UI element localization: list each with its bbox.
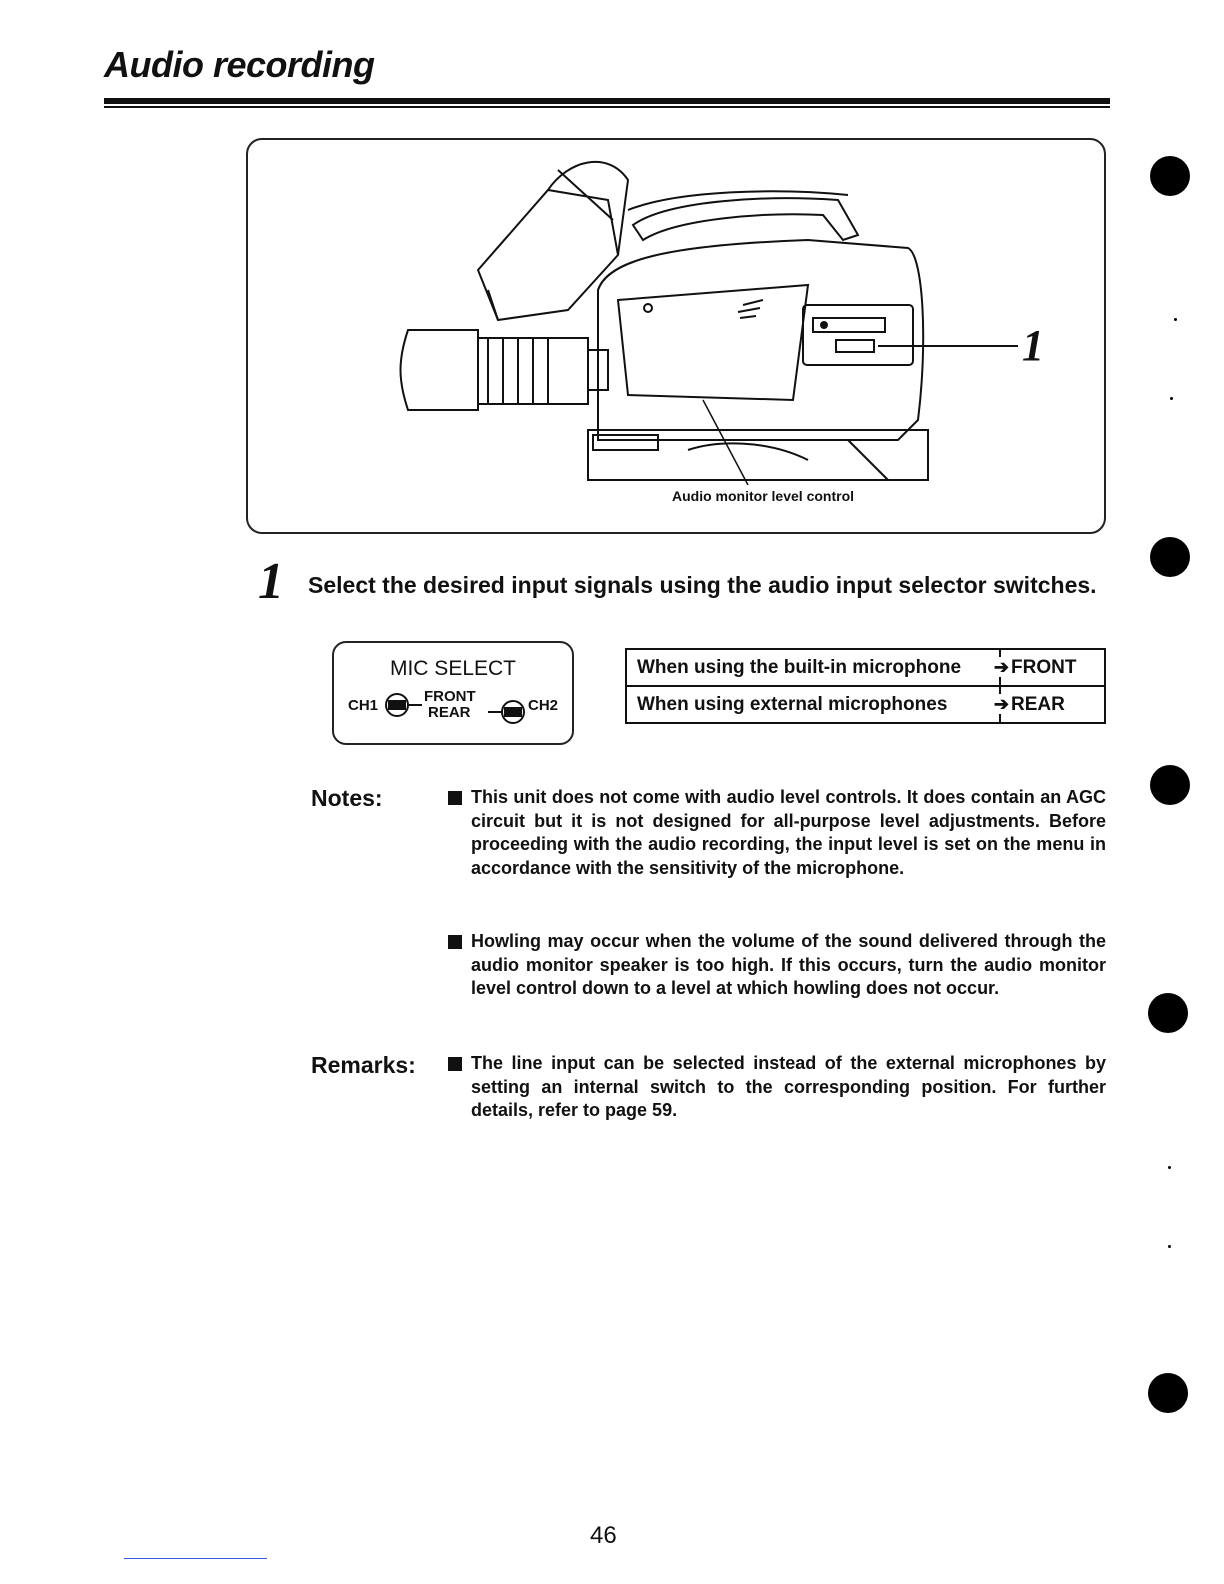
mic-ch2-label: CH2: [528, 697, 559, 714]
punch-hole-mark: [1150, 765, 1190, 805]
punch-hole-mark: [1148, 1373, 1188, 1413]
input-selection-table: [625, 648, 1106, 724]
punch-hole-mark: [1148, 993, 1188, 1033]
table-row: [626, 686, 1105, 723]
square-bullet-icon: [448, 935, 462, 949]
callout-number: 1: [1022, 321, 1044, 370]
punch-hole-mark: [1150, 537, 1190, 577]
step-number: 1: [258, 553, 284, 610]
arrow-right-icon: ➔: [993, 657, 1009, 677]
square-bullet-icon: [448, 791, 462, 805]
speck-mark: [1174, 318, 1177, 321]
table-cell-setting: REAR: [1000, 686, 1105, 723]
callout-label: Audio monitor level control: [672, 488, 855, 504]
page-title: Audio recording: [104, 44, 375, 85]
table-row: [626, 649, 1105, 686]
table-cell-condition: When using the built-in microphone ➔: [626, 649, 1000, 686]
table-cell-setting: FRONT: [1000, 649, 1105, 686]
mic-front-label: FRONT: [424, 688, 476, 705]
punch-hole-mark: [1150, 156, 1190, 196]
footer-line: [124, 1558, 267, 1559]
speck-mark: [1168, 1245, 1171, 1248]
title-rule: [104, 98, 1110, 104]
table-cell-condition: When using external microphones ➔: [626, 686, 1000, 723]
camera-illustration: [248, 140, 1104, 532]
speck-mark: [1168, 1166, 1171, 1169]
title-rule-thin: [104, 106, 1110, 108]
square-bullet-icon: [448, 1057, 462, 1071]
step-instruction: Select the desired input signals using the audio input selector switches.: [308, 572, 1097, 598]
speck-mark: [1170, 397, 1173, 400]
note-item: Howling may occur when the volume of the sound delivered through the audio monitor speaker is too high. If this occurs, turn the audio monitor level control down to a level at which howling does not occur.: [471, 931, 1106, 999]
notes-label: Notes:: [311, 785, 383, 811]
arrow-right-icon: ➔: [993, 694, 1009, 714]
page-number: 46: [590, 1522, 617, 1549]
mic-ch1-label: CH1: [348, 697, 379, 714]
mic-rear-label: REAR: [428, 704, 471, 721]
remark-item: The line input can be selected instead of the external microphones by setting an internal switch to the corresponding position. For further details, refer to page 59.: [471, 1053, 1106, 1121]
remarks-label: Remarks:: [311, 1052, 416, 1078]
mic-select-title: MIC SELECT: [389, 657, 517, 680]
note-item: This unit does not come with audio level controls. It does contain an AGC circuit but it is not designed for all-purpose level adjustments. Before proceeding with the audio recording, the input level is set on the menu in accordance with the sensitivity of the microphone.: [471, 787, 1106, 878]
